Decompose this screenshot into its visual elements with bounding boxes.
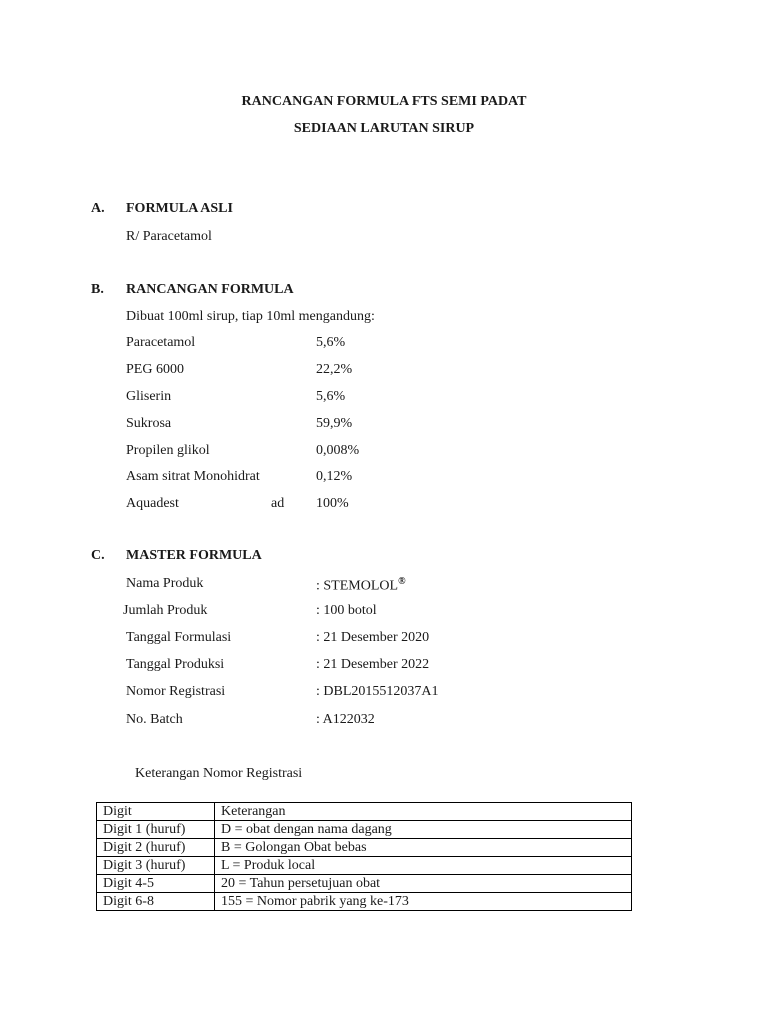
master-label: Nomor Registrasi [126,684,226,699]
table-header-cell: Keterangan [215,803,632,821]
document-subtitle: SEDIAAN LARUTAN SIRUP [293,121,475,136]
table-cell: Digit 1 (huruf) [97,821,215,839]
table-row [97,875,632,893]
ingredient-value: 0,12% [316,469,353,484]
master-value: : DBL2015512037A1 [316,684,439,699]
keterangan-title: Keterangan Nomor Registrasi [135,766,303,781]
section-a-text: R/ Paracetamol [126,229,212,244]
master-value: : 100 botol [316,603,377,618]
table-cell: Digit 2 (huruf) [97,839,215,857]
section-c-heading: MASTER FORMULA [126,548,262,563]
ingredient-name: Asam sitrat Monohidrat [126,469,260,484]
master-label: Nama Produk [126,576,204,591]
table-cell: D = obat dengan nama dagang [215,821,632,839]
section-b-intro: Dibuat 100ml sirup, tiap 10ml mengandung: [126,309,375,324]
ingredient-ad: ad [271,496,285,511]
ingredient-name: Sukrosa [126,416,172,431]
section-c-letter: C. [91,548,105,563]
table-cell: Digit 3 (huruf) [97,857,215,875]
table-cell: Digit 4-5 [97,875,215,893]
master-label: Jumlah Produk [123,603,208,618]
table-row [97,857,632,875]
ingredient-value: 22,2% [316,362,353,377]
ingredient-name: Paracetamol [126,335,196,350]
master-value: : A122032 [316,712,375,727]
ingredient-value: 0,008% [316,443,360,458]
ingredient-name: Propilen glikol [126,443,210,458]
document-title: RANCANGAN FORMULA FTS SEMI PADAT [241,94,527,109]
ingredient-name: Gliserin [126,389,172,404]
ingredient-name: Aquadest [126,496,179,511]
section-b-heading: RANCANGAN FORMULA [126,282,294,297]
master-value: : 21 Desember 2022 [316,657,430,672]
ingredient-value: 5,6% [316,335,346,350]
table-header-cell: Digit [97,803,215,821]
master-value [316,576,406,595]
table-cell: 155 = Nomor pabrik yang ke-173 [215,893,632,911]
ingredient-value: 59,9% [316,416,353,431]
master-label: Tanggal Produksi [126,657,225,672]
ingredient-value: 5,6% [316,389,346,404]
master-label: Tanggal Formulasi [126,630,232,645]
registration-table [96,802,632,911]
table-row [97,893,632,911]
ingredient-value: 100% [316,496,349,511]
section-a-heading: FORMULA ASLI [126,201,233,216]
table-cell: B = Golongan Obat bebas [215,839,632,857]
master-value: : 21 Desember 2020 [316,630,430,645]
table-cell: L = Produk local [215,857,632,875]
table-cell: 20 = Tahun persetujuan obat [215,875,632,893]
section-b-letter: B. [91,282,104,297]
table-cell: Digit 6-8 [97,893,215,911]
table-header-row [97,803,632,821]
table-row [97,839,632,857]
master-label: No. Batch [126,712,183,727]
section-a-letter: A. [91,201,105,216]
ingredient-name: PEG 6000 [126,362,184,377]
table-row [97,821,632,839]
product-name: : STEMOLOL [316,578,399,594]
registered-mark: ® [398,576,406,587]
